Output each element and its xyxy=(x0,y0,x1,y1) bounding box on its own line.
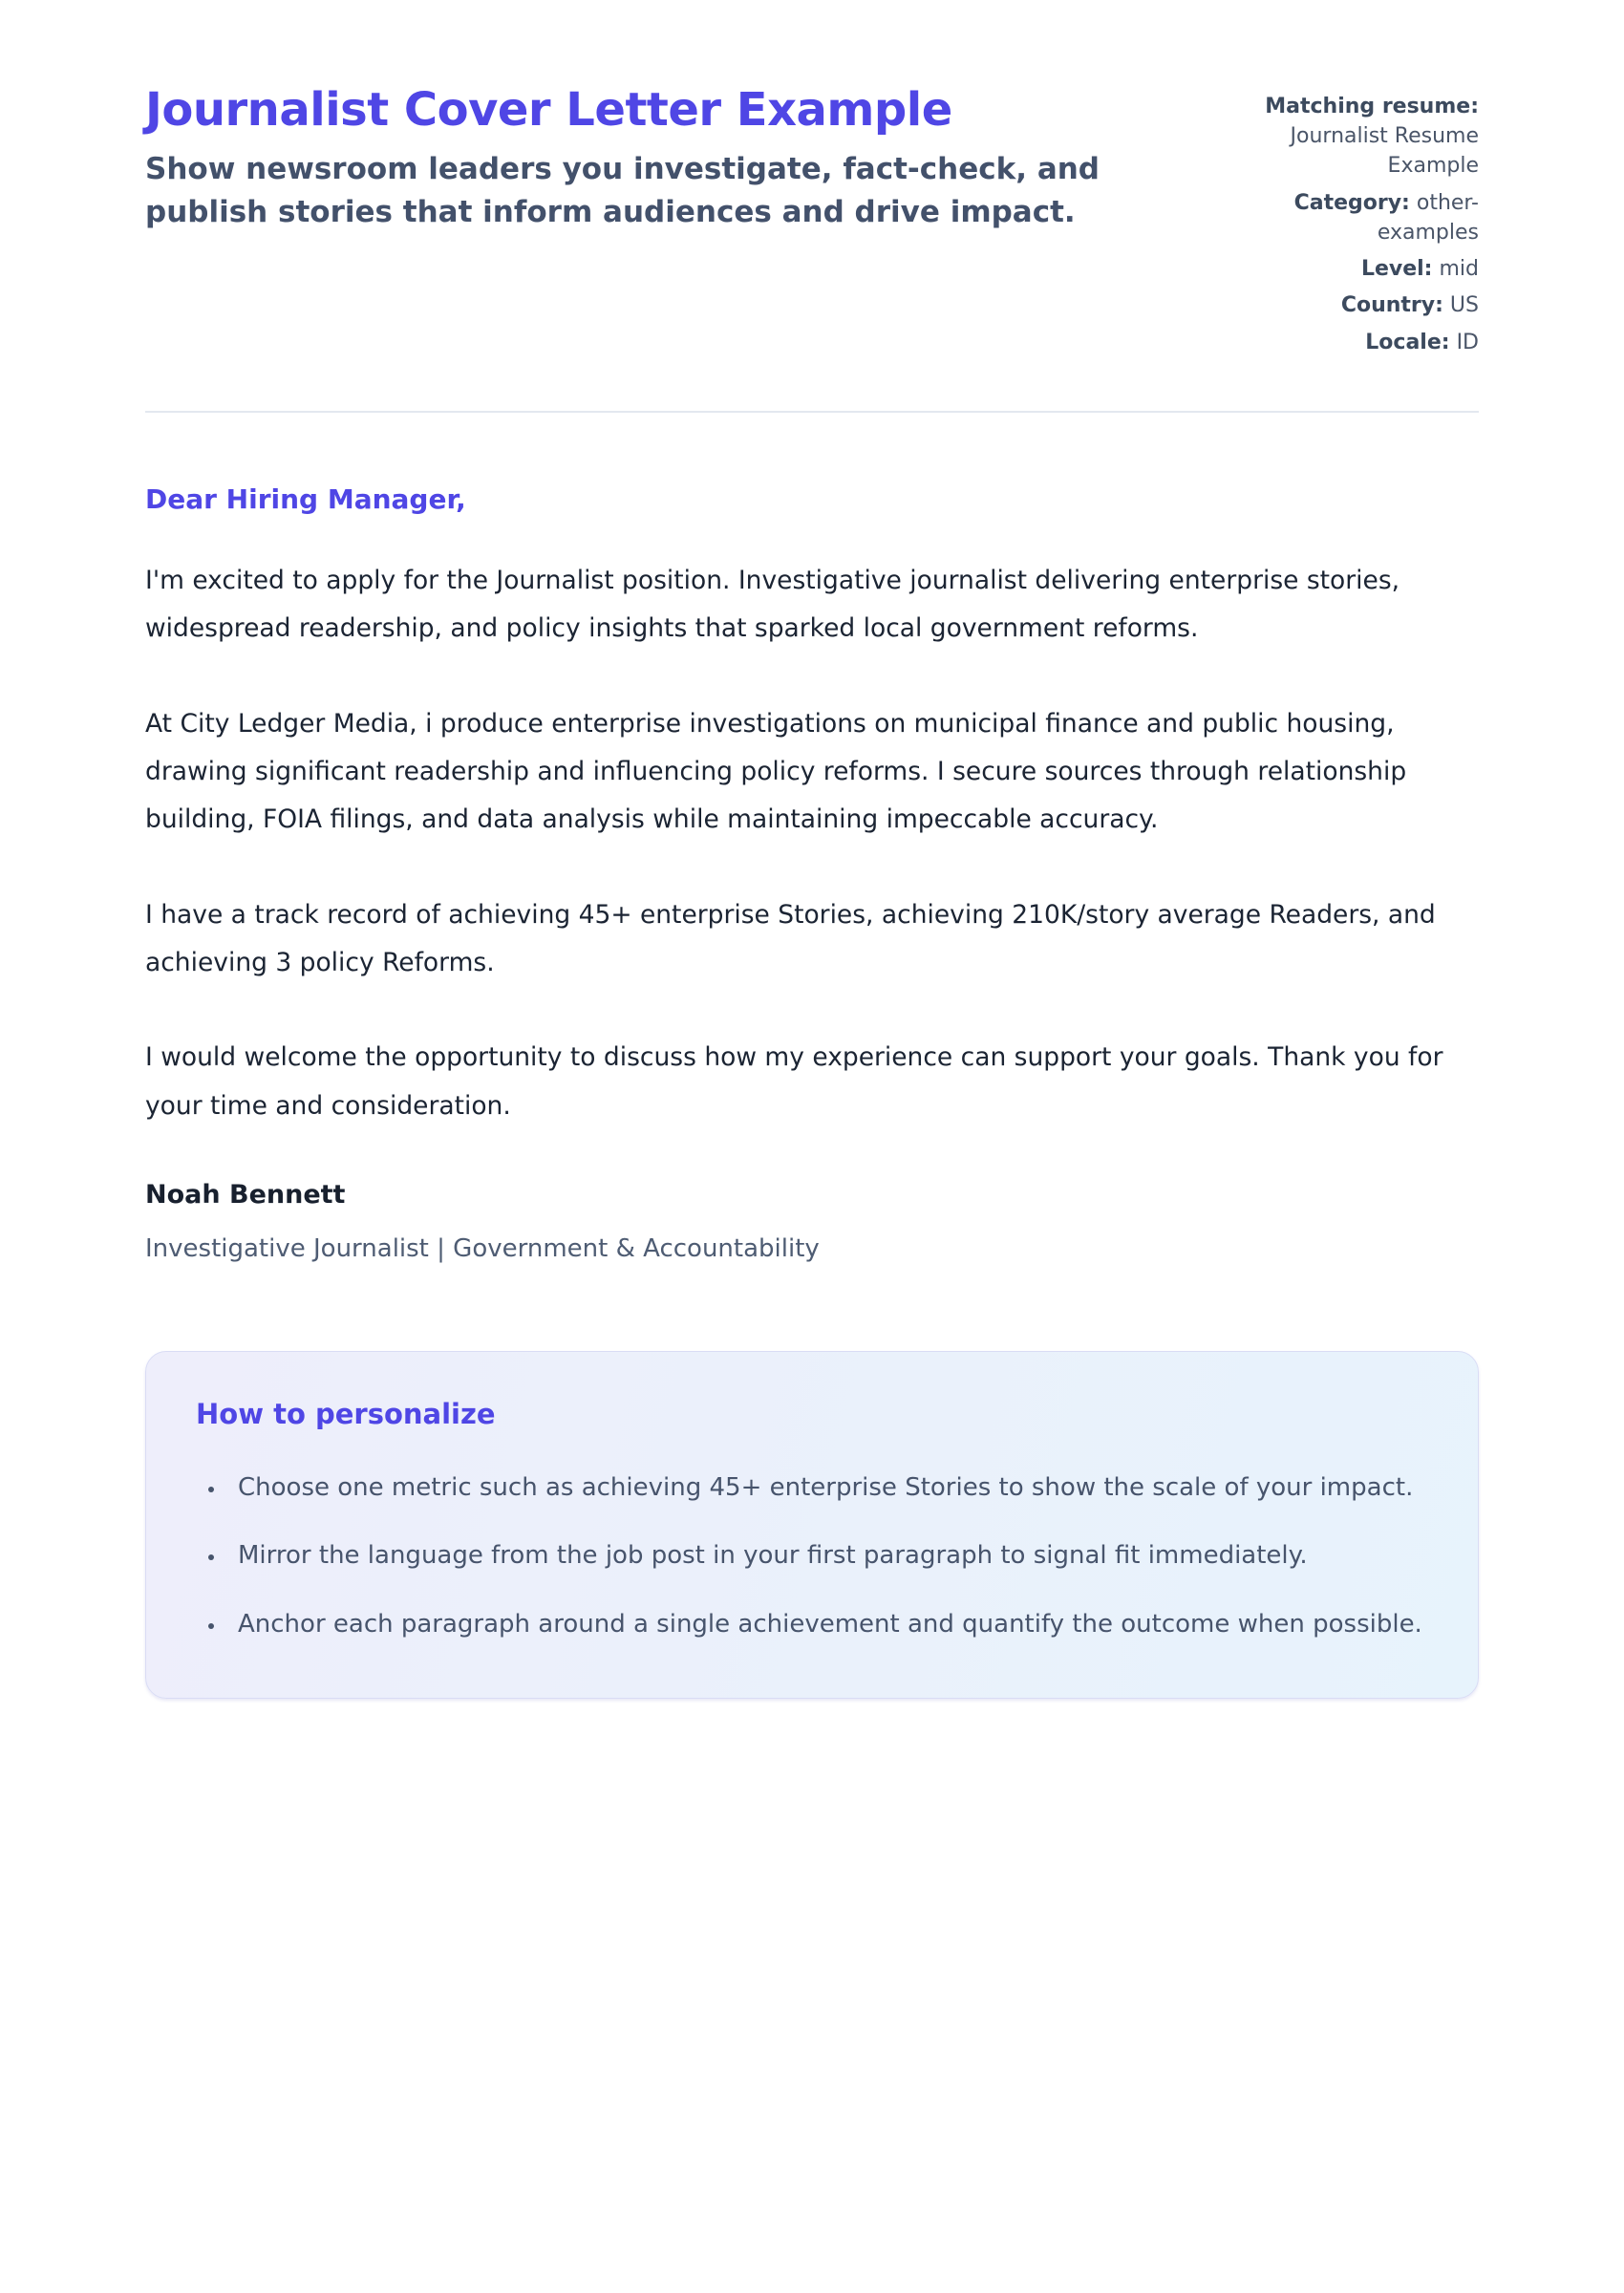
letter-paragraph-2: At City Ledger Media, i produce enterprise investigations on municipal finance and public housing, drawing significant readership and influencing policy reforms. I secure sources through relationship building, FOIA filings, and data analysis while maintaining impeccable accuracy. xyxy=(145,708,1407,835)
header-title-block xyxy=(145,84,1110,234)
meta-label: Country: xyxy=(1340,293,1443,318)
meta-value: other-examples xyxy=(1377,190,1479,245)
meta-value: ID xyxy=(1456,330,1479,354)
meta-value: US xyxy=(1449,293,1479,318)
letter-paragraph-3: I have a track record of achieving 45+ enterprise Stories, achieving 210K/story average Readers, and achieving 3 policy Reforms. xyxy=(145,899,1436,977)
signature-title: Investigative Journalist | Government & Accountability xyxy=(145,1233,820,1263)
how-to-personalize-box xyxy=(145,1351,1479,1699)
signature-name: Noah Bennett xyxy=(145,1179,346,1210)
tip-item: • Choose one metric such as achieving 45+ enterprise Stories to show the scale of your impact. xyxy=(226,1465,1428,1511)
tip-item: • Mirror the language from the job post in your first paragraph to signal fit immediately. xyxy=(226,1532,1428,1579)
letter-paragraph-4: I would welcome the opportunity to discuss how my experience can support your goals. Thank you for your time and consideration. xyxy=(145,1042,1443,1121)
page-title: Journalist Cover Letter Example xyxy=(145,83,952,137)
tips-heading: How to personalize xyxy=(196,1397,496,1430)
page-subtitle: Show newsroom leaders you investigate, fact-check, and publish stories that inform audiences and drive impact. xyxy=(145,152,1100,230)
meta-value: Journalist Resume Example xyxy=(1290,124,1479,179)
meta-row-level xyxy=(1232,254,1479,284)
content-divider xyxy=(145,411,1479,413)
page-header xyxy=(145,84,1479,357)
meta-row-category xyxy=(1232,188,1479,247)
meta-row-locale xyxy=(1232,328,1479,357)
meta-label: Matching resume: xyxy=(1265,95,1479,118)
letter-paragraph-1: I'm excited to apply for the Journalist position. Investigative journalist delivering enterprise stories, widespread readership, and policy insights that sparked local government reforms. xyxy=(145,565,1400,644)
resume-meta-block xyxy=(1232,84,1479,357)
letter-body xyxy=(145,557,1479,1130)
tips-list xyxy=(196,1465,1428,1648)
tip-item: • Anchor each paragraph around a single achievement and quantify the outcome when possible. xyxy=(226,1601,1428,1648)
meta-value: mid xyxy=(1439,257,1479,282)
signature-block xyxy=(145,1180,1479,1263)
meta-label: Category: xyxy=(1293,190,1410,215)
meta-label: Locale: xyxy=(1365,330,1450,354)
meta-row-country xyxy=(1232,290,1479,320)
letter-salutation: Dear Hiring Manager, xyxy=(145,482,466,515)
meta-row-matching-resume xyxy=(1232,92,1479,182)
meta-label: Level: xyxy=(1360,257,1433,282)
